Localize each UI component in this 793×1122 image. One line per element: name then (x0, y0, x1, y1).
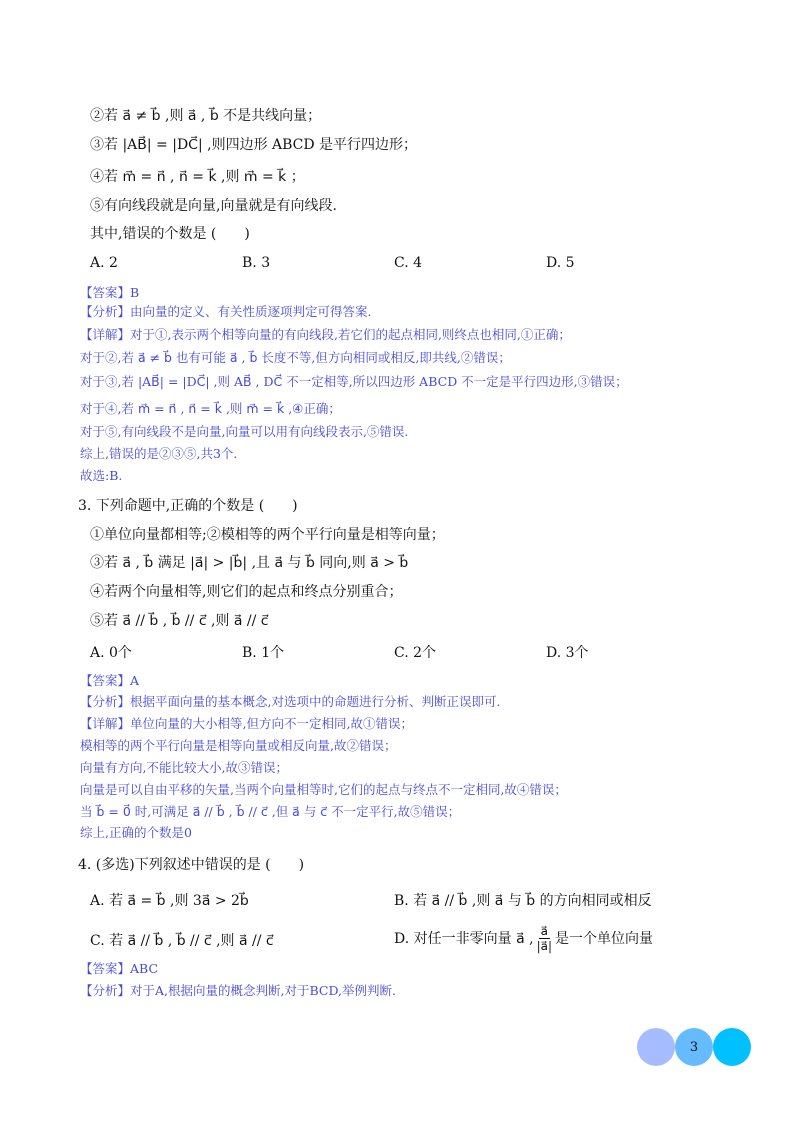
q4-option-d-text: D. 对任一非零向量 a⃗ , (394, 931, 534, 947)
detail-line: 对于③,若 |AB⃗| = |DC⃗| ,则 AB⃗ , DC⃗ 不一定相等,所以四边形 ABCD 不一定是平行四边形,③错误； (80, 374, 628, 389)
q2-option-d: D. 5 (546, 255, 575, 271)
answer: 【答案】A (80, 673, 140, 688)
detail-line: 向量是可以自由平移的矢量,当两个向量相等时,它们的起点与终点不一定相同,故④错误； (80, 782, 567, 797)
q4-option-d (394, 918, 653, 958)
q4-option-c: C. 若 a⃗ // b⃗ , b⃗ // c⃗ ,则 a⃗ // c⃗ (90, 933, 274, 949)
detail-line: 向量有方向,不能比较大小,故③错误； (80, 760, 288, 775)
detail-line: 故选:B. (80, 468, 123, 483)
q3-option-a: A. 0个 (90, 645, 132, 661)
detail-line: 对于②,若 a⃗ ≠ b⃗ 也有可能 a⃗ , b⃗ 长度不等,但方向相同或相反,即共线,②错误； (80, 350, 511, 365)
q3-option-c: C. 2个 (394, 645, 437, 661)
q3-stem: 3. 下列命题中,正确的个数是 ( ) (78, 498, 298, 514)
decor-circle (713, 1028, 751, 1066)
q2-item-4: ④若 m⃗ = n⃗ , n⃗ = k⃗ ,则 m⃗ = k⃗ ； (90, 169, 305, 185)
q2-option-a: A. 2 (90, 255, 118, 271)
analysis: 【分析】根据平面向量的基本概念,对选项中的命题进行分析、判断正误即可. (80, 694, 501, 709)
detail-line: 【详解】单位向量的大小相等,但方向不一定相同,故①错误； (80, 716, 413, 731)
detail-line: 对于⑤,有向线段不是向量,向量可以用有向线段表示,⑤错误. (80, 424, 409, 439)
q3-option-d: D. 3个 (546, 645, 589, 661)
q4-option-a: A. 若 a⃗ = b⃗ ,则 3a⃗ > 2b⃗ (90, 893, 249, 909)
q2-item-5: ⑤有向线段就是向量,向量就是有向线段. (90, 198, 337, 214)
unit-vector-fraction (537, 924, 552, 953)
answer: 【答案】ABC (80, 961, 159, 976)
page-number: 3 (675, 1028, 713, 1066)
q2-item-2: ②若 a⃗ ≠ b⃗ ,则 a⃗ , b⃗ 不是共线向量； (90, 108, 322, 124)
q3-item: ⑤若 a⃗ // b⃗ , b⃗ // c⃗ ,则 a⃗ // c⃗ (90, 613, 269, 629)
detail-line: 对于④,若 m⃗ = n⃗ , n⃗ = k⃗ ,则 m⃗ = k⃗ ,④正确； (80, 401, 341, 416)
q2-question: 其中,错误的个数是 ( ) (90, 226, 250, 242)
q2-option-c: C. 4 (394, 255, 423, 271)
detail-line: 【详解】对于①,表示两个相等向量的有向线段,若它们的起点相同,则终点也相同,①正确； (80, 327, 571, 342)
answer: 【答案】B (80, 285, 140, 300)
q3-item: ④若两个向量相等,则它们的起点和终点分别重合； (90, 584, 403, 600)
q3-item: ①单位向量都相等;②模相等的两个平行向量是相等向量； (90, 527, 445, 543)
fraction-denominator: |a⃗| (536, 938, 553, 953)
fraction-numerator: a⃗ (540, 923, 548, 938)
q4-option-b: B. 若 a⃗ // b⃗ ,则 a⃗ 与 b⃗ 的方向相同或相反 (394, 893, 652, 909)
detail-line: 当 b⃗ = 0⃗ 时,可满足 a⃗ // b⃗ , b⃗ // c⃗ ,但 a⃗ 与 c⃗ 不一定平行,故⑤错误； (80, 804, 461, 819)
detail-line: 模相等的两个平行向量是相等向量或相反向量,故②错误； (80, 738, 397, 753)
analysis: 【分析】由向量的定义、有关性质逐项判定可得答案. (80, 304, 372, 319)
analysis: 【分析】对于A,根据向量的概念判断,对于BCD,举例判断. (80, 983, 396, 998)
q4-stem: 4. (多选)下列叙述中错误的是 ( ) (78, 857, 305, 873)
q2-option-b: B. 3 (242, 255, 271, 271)
q3-item: ③若 a⃗ , b⃗ 满足 |a⃗| > |b⃗| ,且 a⃗ 与 b⃗ 同向,则 a⃗ > b⃗ (90, 555, 409, 571)
q3-option-b: B. 1个 (242, 645, 285, 661)
q4-option-d-tail: 是一个单位向量 (555, 931, 654, 947)
q2-item-3: ③若 |AB⃗| = |DC⃗| ,则四边形 ABCD 是平行四边形； (90, 137, 418, 153)
decor-circle (637, 1028, 675, 1066)
detail-line: 综上,正确的个数是0 (80, 825, 192, 840)
detail-line: 综上,错误的是②③⑤,共3个. (80, 446, 238, 461)
